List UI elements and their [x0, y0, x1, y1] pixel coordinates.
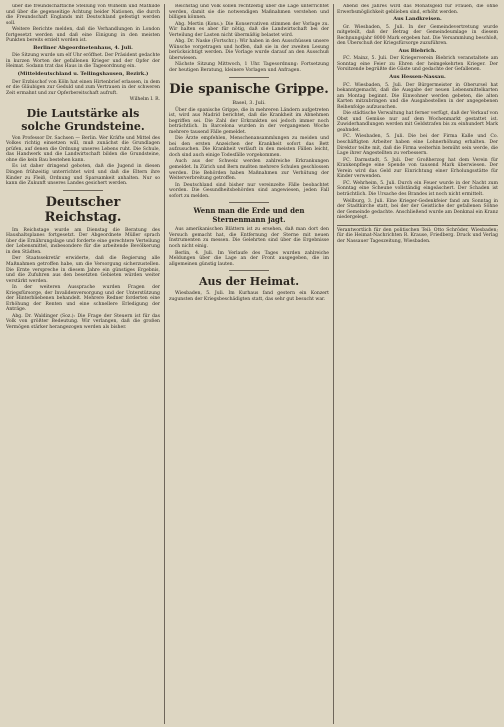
signature: Wilhelm I. R. — [129, 97, 160, 103]
article-paragraph: FC. Wiesbaden, 5. Juli. Die bei der Firma Kalle und Co. beschäftigten Arbeiter haben eine Lohnerhöhung erhalten. Der Direktor teilte mit, daß die Firma weiterhin bemüht sein werde, die Lage ihrer Angestellten zu verbessern. — [337, 134, 498, 157]
article-paragraph: FC. Mainz, 5. Juli. Der Kriegerverein Biebrich veranstaltete am Sonntag eine Feier zu Ehren der heimgekehrten Krieger. Der Vorsitzende begrüßte die Gäste und gedachte der Gefallenen. — [337, 56, 498, 73]
article-headline: Deutscher Reichstag. — [44, 194, 122, 225]
article-paragraph: Reichstag und Volk sollen rechtzeitig über die Lage unterrichtet werden, damit sie die notwendigen Maßnahmen verstehen und billigen können. — [169, 4, 329, 21]
separator — [63, 190, 103, 191]
section-label: Aus Hessen-Nassau. — [389, 74, 446, 81]
article-paragraph: Nächste Sitzung Mittwoch, 1 Uhr. Tagesordnung: Fortsetzung der heutigen Beratung, kleinere Vorlagen und Anfragen. — [169, 62, 329, 74]
article-paragraph: Auch aus der Schweiz werden zahlreiche Erkrankungen gemeldet. In Zürich und Bern mußten mehrere Schulen geschlossen werden. Die Behörden haben Maßnahmen zur Verhütung der Weiterverbreitung getroffen. — [169, 159, 329, 182]
dateline: Berliner Abgeordnetenhaus, 4. Juli. — [33, 44, 133, 51]
article-paragraph: Im Reichstage wurde am Dienstag die Beratung des Haushaltsplanes fortgesetzt. Der Abgeordnete Müller sprach über die Ernährungslage und forderte eine gerechtere Verteilung der Lebensmittel, insbesondere für die arbeitende Bevölkerung in den Städten. — [6, 227, 160, 255]
dateline: Basel, 3. Juli. — [232, 99, 266, 106]
article-paragraph: Abg. Dr. Waldinger (Soz.): Die Frage der Steuern ist für das Volk von größter Bedeutung. Wir verlangen, daß die großen Vermögen stärker herangezogen werden als bisher. — [6, 313, 160, 330]
article-paragraph: Berlin, 4. Juli. Im Verlaufe des Tages wurden zahlreiche Meldungen über die Lage an der Front ausgegeben, die im allgemeinen günstig lauten. — [169, 250, 329, 267]
article-paragraph: Der Erzbischof von Köln hat einen Hirtenbrief erlassen, in dem er die Gläubigen zur Geduld und zum Vertrauen in der schweren Zeit ermahnt und zur Opferbereitschaft aufruft. — [6, 79, 160, 96]
separator — [229, 270, 269, 271]
article-paragraph: Wiesbaden, 5. Juli. Im Kurhaus fand gestern ein Konzert zugunsten der Kriegsbeschädigten statt, das sehr gut besucht war. — [169, 291, 329, 302]
article-paragraph: Abend des Jahres wird das Monatsgeld für Frauen, die ohne Erwerbsmöglichkeit geblieben sind, erhöht werden. — [337, 4, 498, 15]
article-paragraph: Von Professor Dr. Sachsen — Berlin. Wer Kräfte und Mittel des Volkes richtig einsetzen will, muß zunächst die Grundlagen prüfen, auf denen die Ordnung unseres Lebens ruht. Die Schule, das Handwerk und die Landwirtschaft bilden die Grundsteine, ohne die kein Bau bestehen kann. — [6, 135, 160, 163]
imprint-footer: Verantwortlich für den politischen Teil: Otto Schröder, Wiesbaden; für die Heimat-Nachrichten R. Krause, Friedberg. Druck und Verlag der Nassauer Tageszeitung, Wiesbaden. — [337, 225, 498, 245]
article-paragraph: In Deutschland sind bisher nur vereinzelte Fälle beobachtet worden. Die Gesundheitsbehörden sind angewiesen, jeden Fall sofort zu melden. — [169, 182, 329, 199]
article-paragraph: Weitere Berichte melden, daß die Verhandlungen in London fortgesetzt werden und daß eine Einigung in den meisten Punkten bereits erzielt worden ist. — [6, 27, 160, 44]
article-paragraph: Die städtische Verwaltung hat ferner verfügt, daß der Verkauf von Obst und Gemüse nur auf dem Wochenmarkt gestattet ist. Zuwiderhandlungen werden mit Geldstrafen bis zu einhundert Mark geahndet. — [337, 111, 498, 133]
article-headline: Wenn man die Erde und den Sternenmann jagt. — [193, 206, 305, 224]
article-headline: Aus der Heimat. — [198, 275, 300, 289]
article-paragraph: Abg. Dr. Naske (Fortschr.): Wir haben in den Ausschüssen unsere Wünsche vorgetragen und hoffen, daß sie in der zweiten Lesung berücksichtigt werden. Die Vorlage wurde darauf an den Ausschuß überwiesen. — [169, 39, 329, 61]
article-paragraph: Die Sitzung wurde um elf Uhr eröffnet. Der Präsident gedachte in kurzen Worten der gefallenen Krieger und der Opfer der Heimat. Sodann trat das Haus in die Tagesordnung ein. — [6, 53, 160, 70]
section-label: Aus Landkreisen. — [393, 16, 442, 23]
article-paragraph: über die freundschaftliche Stellung von Wilhelm und Mathilde und über die gegenseitige Achtung beider Nationen, die durch die Freundschaft Englands mit Deutschland gefestigt werden soll. — [6, 4, 160, 26]
article-paragraph: Weilburg, 3. Juli. Eine Krieger-Gedenkfeier fand am Sonntag in der Stadtkirche statt, bei der der Geistliche der gefallenen Söhne der Gemeinde gedachte. Anschließend wurde am Denkmal ein Kranz niedergelegt. — [337, 198, 498, 221]
article-paragraph: FC. Darmstadt, 5. Juli. Der Großherzog hat dem Verein für Krankenpflege eine Spende von tausend Mark überwiesen. Der Verein wird das Geld zur Einrichtung einer Erholungsstätte für Kinder verwenden. — [337, 157, 498, 180]
separator — [229, 77, 269, 78]
article-paragraph: In der weiteren Aussprache wurden Fragen der Kriegsfürsorge, der Invalidenversorgung und der Unterstützung der Hinterbliebenen behandelt. Mehrere Redner forderten eine Erhöhung der Renten und eine schnellere Erledigung der Anträge. — [6, 285, 160, 313]
article-paragraph: Es ist daher dringend geboten, daß die Jugend in diesen Dingen frühzeitig unterrichtet wird und daß die Eltern ihre Kinder zu Fleiß, Ordnung und Sparsamkeit anhalten. Nur so kann die Zukunft unseres Landes gesichert werden. — [6, 164, 160, 187]
article-paragraph: Abg. Mertin (Kons.): Die Konservativen stimmen der Vorlage zu. Wir halten es aber für nötig, daß die Landwirtschaft bei der Verteilung der Lasten nicht übermäßig belastet wird. — [169, 21, 329, 38]
article-paragraph: Aus amerikanischen Blättern ist zu ersehen, daß man dort den Versuch gemacht hat, die Entfernung der Sterne mit neuen Instrumenten zu messen. Die Gelehrten sind über die Ergebnisse noch nicht einig. — [169, 227, 329, 249]
separator — [229, 202, 269, 203]
article-paragraph: FC. Wehrheim, 5. Juli. Durch ein Feuer wurde in der Nacht zum Sonntag eine Scheune vollständig eingeäschert. Der Schaden ist beträchtlich. Die Ursache des Brandes ist noch nicht ermittelt. — [337, 180, 498, 197]
column-middle — [169, 4, 329, 724]
column-divider — [333, 4, 334, 724]
column-divider — [164, 4, 165, 724]
article-paragraph: Die Ärzte empfehlen, Menschenansammlungen zu meiden und bei den ersten Anzeichen der Krankheit sofort das Bett aufzusuchen. Die Krankheit verläuft in den meisten Fällen leicht, doch sind auch einige Todesfälle vorgekommen. — [169, 136, 329, 158]
article-headline: Die Lautstärke als solche Grundsteine. — [21, 106, 145, 133]
section-label: Aus Biebrich. — [398, 47, 437, 54]
column-right — [337, 4, 498, 724]
article-paragraph: FC. Wiesbaden, 5. Juli. Der Bürgermeister in Oberursel hat bekanntgemacht, daß die Ausgabe der neuen Lebensmittelkarten am Montag beginnt. Die Einwohner werden gebeten, die alten Karten mitzubringen und die Ausgabestellen in der angegebenen Reihenfolge aufzusuchen. — [337, 82, 498, 110]
article-paragraph: Gr. Wiesbaden, 5. Juli. In der Gemeindevertretung wurde mitgeteilt, daß der Betrag der Gemeindeumlage in diesem Rechnungsjahr 8000 Mark ergeben hat. Die Versammlung beschloß, den Überschuß der Kriegsfürsorge zuzuführen. — [337, 24, 498, 47]
section-label: (Mitteldeutschland u. Tellingshausen, Bezirk.) — [17, 71, 149, 78]
column-left — [6, 4, 160, 724]
article-paragraph: Der Staatssekretär erwiderte, daß die Regierung alle Maßnahmen getroffen habe, um die Versorgung sicherzustellen. Die Ernte verspreche in diesem Jahre ein günstiges Ergebnis, und die Zufuhren aus den besetzten Gebieten würden weiter verstärkt werden. — [6, 256, 160, 284]
article-paragraph: Über die spanische Grippe, die in mehreren Ländern aufgetreten ist, wird aus Madrid berichtet, daß die Krankheit im Abnehmen begriffen sei. Die Zahl der Erkrankten sei jedoch immer noch beträchtlich. In Barcelona wurden in der vergangenen Woche mehrere tausend Fälle gemeldet. — [169, 107, 329, 135]
article-headline: Die spanische Grippe. — [169, 81, 329, 97]
